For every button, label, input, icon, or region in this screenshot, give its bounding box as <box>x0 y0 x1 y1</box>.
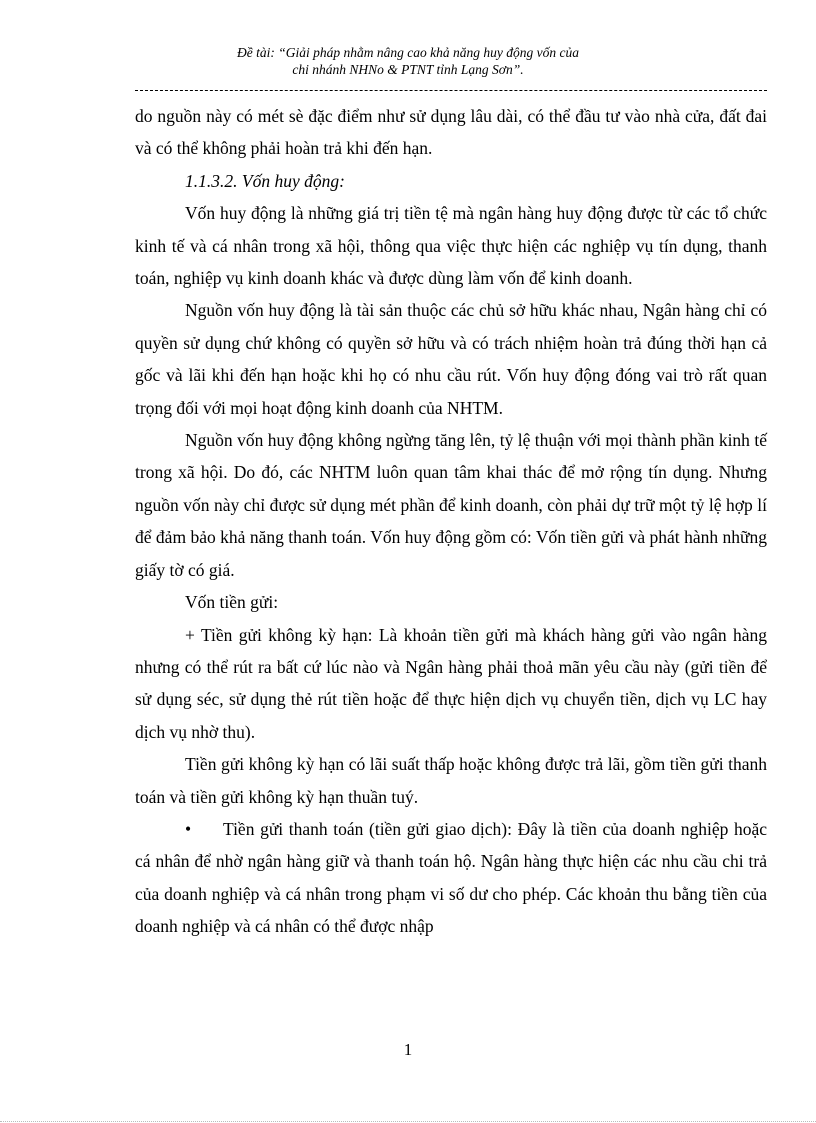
bullet-icon: • <box>185 818 192 839</box>
header-divider <box>135 90 767 91</box>
paragraph-demand-deposit: + Tiền gửi không kỳ hạn: Là khoản tiền gửi mà khách hàng gửi vào ngân hàng nhưng có thể rút ra bất cứ lúc nào và Ngân hàng phải thoả mãn yêu cầu này (gửi tiền để sử dụng séc, sử dụng thẻ rút tiền hoặc để thực hiện dịch vụ chuyển tiền, dịch vụ LC hay dịch vụ nhờ thu). <box>135 624 767 742</box>
paragraph-deposit-heading: Vốn tiền gửi: <box>185 592 279 613</box>
paragraph-interest: Tiền gửi không kỳ hạn có lãi suất thấp hoặc không được trả lãi, gồm tiền gửi thanh toán và tiền gửi không kỳ hạn thuần tuý. <box>135 754 767 807</box>
bullet-item <box>135 813 767 943</box>
paragraph-continuation: do nguồn này có mét sè đặc điểm như sử dụng lâu dài, có thể đầu tư vào nhà cửa, đất đai và có thể không phải hoàn trả khi đến hạn. <box>135 106 767 159</box>
document-body <box>135 100 767 943</box>
paragraph-definition: Vốn huy động là những giá trị tiền tệ mà ngân hàng huy động được từ các tổ chức kinh tế và cá nhân trong xã hội, thông qua việc thực hiện các nghiệp vụ tín dụng, thanh toán, nghiệp vụ kinh doanh khác và được dùng làm vốn để kinh doanh. <box>135 203 767 289</box>
header-title-line-2: chi nhánh NHNo & PTNT tỉnh Lạng Sơn”. <box>292 62 524 77</box>
paragraph-growth: Nguồn vốn huy động không ngừng tăng lên, tỷ lệ thuận với mọi thành phần kinh tế trong xã hội. Do đó, các NHTM luôn quan tâm khai thác để mở rộng tín dụng. Nhưng nguồn vốn này chỉ được sử dụng mét phần để kinh doanh, còn phải dự trữ một tỷ lệ hợp lí để đảm bảo khả năng thanh toán. Vốn huy động gồm có: Vốn tiền gửi và phát hành những giấy tờ có giá. <box>135 430 767 580</box>
page-header <box>0 44 816 78</box>
page-number: 1 <box>403 1040 413 1059</box>
bullet-text: Tiền gửi thanh toán (tiền gửi giao dịch): Đây là tiền của doanh nghiệp hoặc cá nhân để nhờ ngân hàng giữ và thanh toán hộ. Ngân hàng thực hiện các nhu cầu chi trả của doanh nghiệp và cá nhân trong phạm vi số dư cho phép. Các khoản thu bằng tiền của doanh nghiệp và cá nhân có thể được nhập <box>135 818 767 937</box>
paragraph-ownership: Nguồn vốn huy động là tài sản thuộc các chủ sở hữu khác nhau, Ngân hàng chỉ có quyền sử dụng chứ không có quyền sở hữu và có trách nhiệm hoàn trả đúng thời hạn cả gốc và lãi khi đến hạn hoặc khi họ có nhu cầu rút. Vốn huy động đóng vai trò rất quan trọng đối với mọi hoạt động kinh doanh của NHTM. <box>135 300 767 418</box>
header-title-line-1: Đề tài: “Giải pháp nhằm nâng cao khả năng huy động vốn của <box>237 45 579 60</box>
page-bottom-edge <box>0 1121 816 1122</box>
section-heading: 1.1.3.2. Vốn huy động: <box>185 170 345 191</box>
